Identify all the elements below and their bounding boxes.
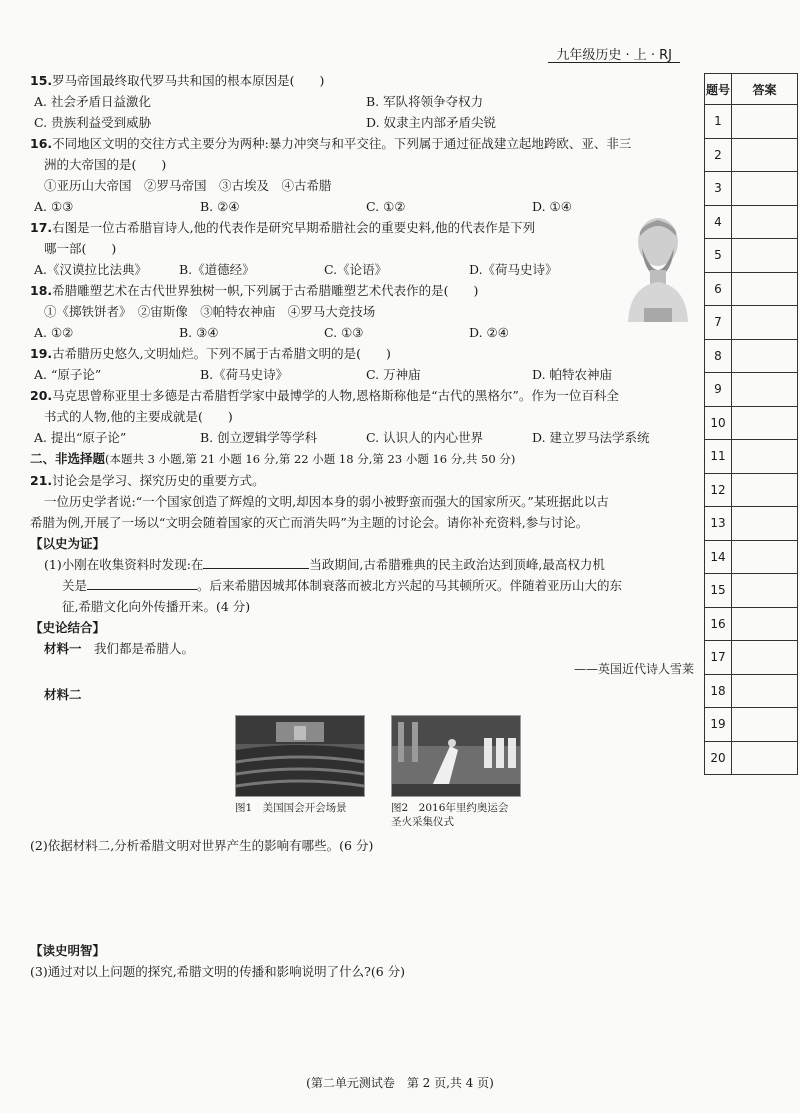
figure-2-caption: 图2 2016年里约奥运会 圣火采集仪式: [391, 802, 509, 828]
q18-option-a[interactable]: A. ①②: [34, 325, 74, 340]
q20-line2: 书式的人物,他的主要成就是( ): [44, 409, 233, 424]
q17-options: [30, 259, 614, 280]
answer-row: [705, 172, 798, 206]
q17-option-d[interactable]: D.《荷马史诗》: [469, 262, 558, 277]
figure-2: [391, 715, 519, 829]
q17-option-b[interactable]: B.《道德经》: [179, 262, 255, 277]
q21-sub1-line3: 征,希腊文化向外传播开来。(4 分): [62, 599, 251, 614]
answer-row: [705, 641, 798, 675]
answer-number: 13: [705, 507, 732, 541]
answer-row: [705, 607, 798, 641]
answer-cell[interactable]: [732, 239, 798, 273]
q17-option-c[interactable]: C.《论语》: [324, 262, 388, 277]
answer-number: 16: [705, 607, 732, 641]
answer-cell[interactable]: [732, 440, 798, 474]
answer-cell[interactable]: [732, 373, 798, 407]
q21-para1: 一位历史学者说:“一个国家创造了辉煌的文明,却因本身的弱小被野蛮而强大的国家所灭。”某班据此以古: [44, 494, 609, 509]
q19-option-a[interactable]: A. “原子论”: [34, 367, 102, 382]
answer-cell[interactable]: [732, 306, 798, 340]
answer-number: 2: [705, 138, 732, 172]
answer-row: [705, 406, 798, 440]
q21-tag-combine: 【史论结合】: [30, 620, 106, 635]
answer-cell[interactable]: [732, 172, 798, 206]
answer-cell[interactable]: [732, 473, 798, 507]
answer-row: [705, 574, 798, 608]
answer-table-header: [705, 74, 798, 105]
question-15: 15.罗马帝国最终取代罗马共和国的根本原因是( ): [30, 73, 325, 88]
answer-cell[interactable]: [732, 272, 798, 306]
question-21: 21.讨论会是学习、探究历史的重要方式。: [30, 473, 265, 488]
q19-option-b[interactable]: B.《荷马史诗》: [200, 367, 289, 382]
q16-option-d[interactable]: D. ①④: [532, 199, 572, 214]
answer-row: [705, 507, 798, 541]
answer-cell[interactable]: [732, 406, 798, 440]
q21-sub3: (3)通过对以上问题的探究,希腊文明的传播和影响说明了什么?(6 分): [30, 964, 406, 979]
question-16: 16.不同地区文明的交往方式主要分为两种:暴力冲突与和平交往。下列属于通过征战建立起地跨欧、亚、非三: [30, 136, 632, 151]
answer-row: [705, 741, 798, 775]
answer-cell[interactable]: [732, 641, 798, 675]
q19-option-d[interactable]: D. 帕特农神庙: [532, 367, 613, 382]
answer-number: 15: [705, 574, 732, 608]
question-18: 18.希腊雕塑艺术在古代世界独树一帜,下列属于古希腊雕塑艺术代表作的是( ): [30, 283, 479, 298]
page-footer: (第二单元测试卷 第 2 页,共 4 页): [306, 1076, 494, 1090]
q15-option-b[interactable]: B. 军队将领争夺权力: [366, 94, 484, 109]
q16-items: ①亚历山大帝国 ②罗马帝国 ③古埃及 ④古希腊: [44, 178, 332, 193]
answer-cell[interactable]: [732, 574, 798, 608]
answer-number: 18: [705, 674, 732, 708]
answer-number: 1: [705, 105, 732, 139]
q18-option-d[interactable]: D. ②④: [469, 325, 509, 340]
material-2-label: 材料二: [44, 687, 82, 702]
answer-number: 3: [705, 172, 732, 206]
q20-option-a[interactable]: A. 提出“原子论”: [34, 430, 127, 445]
answer-number: 9: [705, 373, 732, 407]
q17-option-a[interactable]: A.《汉谟拉比法典》: [34, 262, 148, 277]
q16-option-a[interactable]: A. ①③: [34, 199, 74, 214]
material-1: 材料一 我们都是希腊人。: [44, 641, 195, 656]
answer-number: 14: [705, 540, 732, 574]
answer-cell[interactable]: [732, 540, 798, 574]
q20-options: [30, 427, 698, 448]
q21-tag-wisdom: 【读史明智】: [30, 943, 106, 958]
q15-option-c[interactable]: C. 贵族利益受到威胁: [34, 115, 152, 130]
q15-options-row1: [30, 91, 698, 112]
answer-number: 11: [705, 440, 732, 474]
q16-option-b[interactable]: B. ②④: [200, 199, 240, 214]
answer-cell[interactable]: [732, 339, 798, 373]
answer-number: 19: [705, 708, 732, 742]
q17-line2: 哪一部( ): [44, 241, 117, 256]
answer-number: 7: [705, 306, 732, 340]
answer-number: 4: [705, 205, 732, 239]
blank-institution[interactable]: [87, 575, 197, 590]
answer-number: 5: [705, 239, 732, 273]
answer-cell[interactable]: [732, 205, 798, 239]
q16-options: [30, 196, 698, 217]
answer-cell[interactable]: [732, 138, 798, 172]
answer-table: [704, 73, 798, 775]
material-2-photos: [235, 715, 698, 829]
q21-sub1-line1: (1)小刚在收集资料时发现:在 当政期间,古希腊雅典的民主政治达到顶峰,最高权力机: [30, 554, 698, 575]
question-19: 19.古希腊历史悠久,文明灿烂。下列不属于古希腊文明的是( ): [30, 346, 391, 361]
answer-row: [705, 440, 798, 474]
answer-cell[interactable]: [732, 741, 798, 775]
q18-option-b[interactable]: B. ③④: [179, 325, 219, 340]
answer-row: [705, 373, 798, 407]
answer-cell[interactable]: [732, 507, 798, 541]
answer-row: [705, 306, 798, 340]
q15-option-d[interactable]: D. 奴隶主内部矛盾尖锐: [366, 115, 497, 130]
q21-sub2-answer-space[interactable]: [30, 856, 698, 940]
q20-option-b[interactable]: B. 创立逻辑学等学科: [200, 430, 318, 445]
q18-option-c[interactable]: C. ①③: [324, 325, 364, 340]
answer-row: [705, 105, 798, 139]
answer-number: 12: [705, 473, 732, 507]
answer-number: 6: [705, 272, 732, 306]
q19-option-c[interactable]: C. 万神庙: [366, 367, 421, 382]
q21-sub2: (2)依据材料二,分析希腊文明对世界产生的影响有哪些。(6 分): [30, 838, 374, 853]
answer-row: [705, 272, 798, 306]
q18-options: [30, 322, 614, 343]
page-header: 九年级历史 · 上 · RJ: [556, 48, 672, 63]
header-number: 题号: [705, 74, 732, 105]
question-area: [30, 70, 698, 982]
answer-row: [705, 339, 798, 373]
blank-ruler[interactable]: [203, 554, 309, 569]
answer-number: 10: [705, 406, 732, 440]
question-20: 20.马克思曾称亚里士多德是古希腊哲学家中最博学的人物,恩格斯称他是“古代的黑格尔”。作为一位百科全: [30, 388, 619, 403]
q21-para2: 希腊为例,开展了一场以“文明会随着国家的灭亡而消失吗”为主题的讨论会。请你补充资料,参与讨论。: [30, 515, 589, 530]
answer-number: 20: [705, 741, 732, 775]
congress-photo: [235, 715, 365, 797]
answer-row: [705, 473, 798, 507]
answer-cell[interactable]: [732, 105, 798, 139]
q20-option-c[interactable]: C. 认识人的内心世界: [366, 430, 484, 445]
q19-options: [30, 364, 698, 385]
olympic-flame-photo: [391, 715, 521, 797]
q15-options-row2: [30, 112, 698, 133]
answer-cell[interactable]: [732, 674, 798, 708]
q21-sub1-line2: 关是 。后来希腊因城邦体制衰落而被北方兴起的马其顿所灭。伴随着亚历山大的东: [30, 575, 698, 596]
answer-row: [705, 239, 798, 273]
material-1-source: ——英国近代诗人雪莱: [573, 662, 694, 676]
answer-number: 8: [705, 339, 732, 373]
answer-row: [705, 674, 798, 708]
figure-1-caption: 图1 美国国会开会场景: [235, 802, 347, 814]
figure-1: [235, 715, 363, 829]
answer-row: [705, 138, 798, 172]
answer-cell[interactable]: [732, 607, 798, 641]
answer-row: [705, 205, 798, 239]
q16-option-c[interactable]: C. ①②: [366, 199, 406, 214]
homer-bust-image: [620, 212, 696, 324]
q18-items: ①《掷铁饼者》 ②宙斯像 ③帕特农神庙 ④罗马大竞技场: [44, 304, 376, 319]
q21-tag-evidence: 【以史为证】: [30, 536, 106, 551]
answer-row: [705, 708, 798, 742]
answer-number: 17: [705, 641, 732, 675]
q20-option-d[interactable]: D. 建立罗马法学系统: [532, 430, 650, 445]
section-2-heading: 二、非选择题(本题共 3 小题,第 21 小题 16 分,第 22 小题 18 分,第 23 小题 16 分,共 50 分): [30, 451, 516, 466]
header-answer: 答案: [732, 74, 798, 105]
question-17: 17.右图是一位古希腊盲诗人,他的代表作是研究早期希腊社会的重要史料,他的代表作是下列: [30, 220, 536, 235]
answer-row: [705, 540, 798, 574]
answer-cell[interactable]: [732, 708, 798, 742]
q16-line2: 洲的大帝国的是( ): [44, 157, 167, 172]
header-rule: [548, 62, 680, 63]
q15-option-a[interactable]: A. 社会矛盾日益激化: [34, 94, 151, 109]
